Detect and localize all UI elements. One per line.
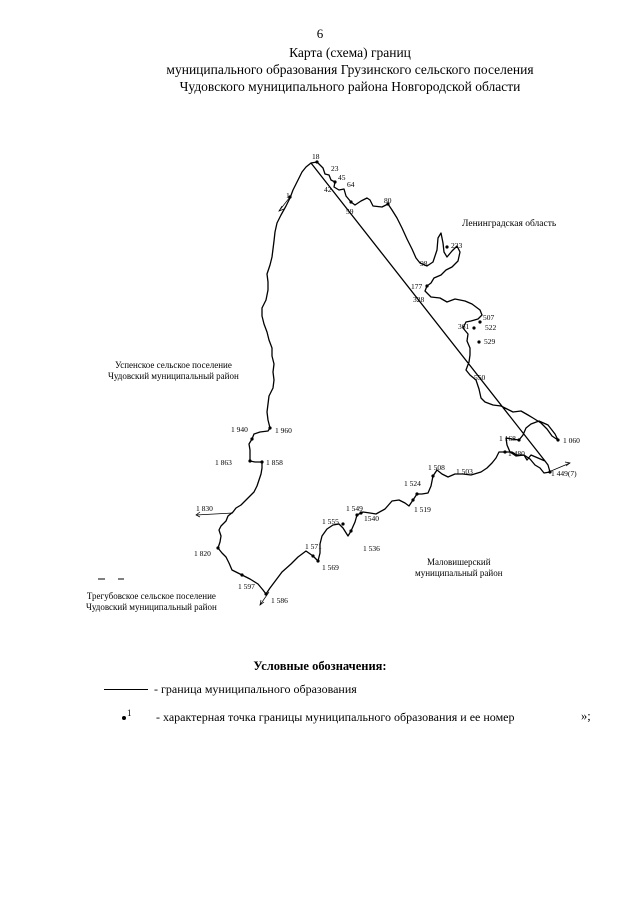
boundary-point-1960 (268, 426, 271, 429)
point-label-23: 23 (331, 164, 339, 173)
legend-boundary-text: - граница муниципального образования (154, 682, 357, 696)
boundary-point-1586 (264, 592, 267, 595)
point-label-1960: 1 960 (275, 426, 292, 435)
boundary-point-45 (333, 180, 336, 183)
region-label-malovishersky (415, 557, 503, 579)
point-label-1508: 1 508 (428, 463, 445, 472)
region-label-tregubovskoe-line-1: Трегубовское сельское поселение (86, 591, 216, 601)
region-label-uspenskoe-line-2: Чудовский муниципальный район (108, 371, 239, 381)
boundary-point-1569 (316, 559, 319, 562)
point-label-1549: 1 549 (346, 504, 363, 513)
legend-point-text: - характерная точка границы муниципального образования и ее номер (156, 710, 515, 724)
boundary-point-1508 (431, 474, 434, 477)
point-label-1586: 1 586 (271, 596, 288, 605)
boundary-point-1555 (341, 522, 344, 525)
point-label-64: 64 (347, 180, 355, 189)
point-label-1863: 1 863 (215, 458, 232, 467)
point-label-1060: 1 060 (563, 436, 580, 445)
point-label-1830: 1 830 (196, 504, 213, 513)
point-label-1480: 1 480 (508, 449, 525, 458)
closing-quote: »; (581, 709, 591, 723)
region-label-tregubovskoe (86, 591, 217, 613)
legend-boundary-line-sample (104, 689, 148, 690)
boundary-point-1820 (216, 546, 219, 549)
boundary-point-1571 (311, 554, 314, 557)
title-line-1: Карта (схема) границ (289, 45, 411, 60)
point-label-1820: 1 820 (194, 549, 211, 558)
region-label-malovishersky-line-2: муниципальный район (415, 568, 503, 578)
point-label-1540: 1540 (364, 514, 379, 523)
point-label-45: 45 (338, 173, 346, 182)
point-label-529: 529 (484, 337, 496, 346)
boundary-point-1858 (260, 460, 263, 463)
point-label-507: 507 (483, 313, 495, 322)
arrow-line-1830 (196, 513, 233, 515)
boundary-point-1480 (503, 450, 506, 453)
legend-point-number: 1 (127, 708, 132, 718)
title-line-2: муниципального образования Грузинского сельского поселения (166, 62, 534, 77)
point-label-1503: 1 503 (456, 467, 473, 476)
region-label-uspenskoe-line-1: Успенское сельское поселение (114, 360, 232, 370)
point-label-361: 361 (458, 322, 470, 331)
point-label-328: 328 (413, 295, 425, 304)
region-label-tregubovskoe-line-2: Чудовский муниципальный район (86, 602, 217, 612)
boundary-point-1940 (250, 437, 253, 440)
point-label-59: 59 (346, 207, 354, 216)
point-label-1168: 1 168 (499, 434, 516, 443)
point-label-1571: 1 571 (305, 542, 322, 551)
boundary-point-59 (349, 200, 352, 203)
point-label-1: 1 (286, 191, 290, 200)
boundary-point-1549 (355, 513, 358, 516)
point-label-1597: 1 597 (238, 582, 255, 591)
point-label-223: 223 (451, 241, 463, 250)
point-label-1536: 1 536 (363, 544, 380, 553)
point-label-1555: 1 555 (322, 517, 339, 526)
boundary-point-1524 (415, 492, 418, 495)
page-number: 6 (316, 26, 324, 41)
boundary-point-1168 (517, 438, 520, 441)
legend-title: Условные обозначения: (253, 659, 387, 673)
boundary-point-1519 (411, 498, 414, 501)
point-label-1519: 1 519 (414, 505, 431, 514)
point-label-550: 550 (474, 373, 486, 382)
point-label-177: 177 (411, 282, 423, 291)
point-label-1524: 1 524 (404, 479, 421, 488)
point-label-80: 80 (384, 196, 392, 205)
point-label-42: 42 (324, 185, 332, 194)
boundary-point-1060 (556, 438, 559, 441)
boundary-point-1536 (349, 529, 352, 532)
region-label-uspenskoe (108, 360, 239, 382)
boundary-point-507 (478, 320, 481, 323)
point-label-18: 18 (312, 152, 320, 161)
point-label-1940: 1 940 (231, 425, 248, 434)
boundary-point-1863 (248, 459, 251, 462)
point-label-98: 98 (420, 259, 428, 268)
legend-point-dot-icon (122, 716, 126, 720)
boundary-point-177 (425, 284, 428, 287)
boundary-point-223 (445, 245, 448, 248)
boundary-point-522 (472, 326, 475, 329)
boundary-point-529 (477, 340, 480, 343)
point-label-1569: 1 569 (322, 563, 339, 572)
point-label-1449: 1 449(7) (551, 469, 577, 478)
title-line-3: Чудовского муниципального района Новгородской области (179, 79, 521, 94)
boundary-point-1597 (240, 573, 243, 576)
region-label-leningrad: Ленинградская область (462, 219, 557, 229)
region-label-malovishersky-line-1: Маловишерский (426, 557, 491, 567)
point-label-522: 522 (485, 323, 497, 332)
point-label-1858: 1 858 (266, 458, 283, 467)
